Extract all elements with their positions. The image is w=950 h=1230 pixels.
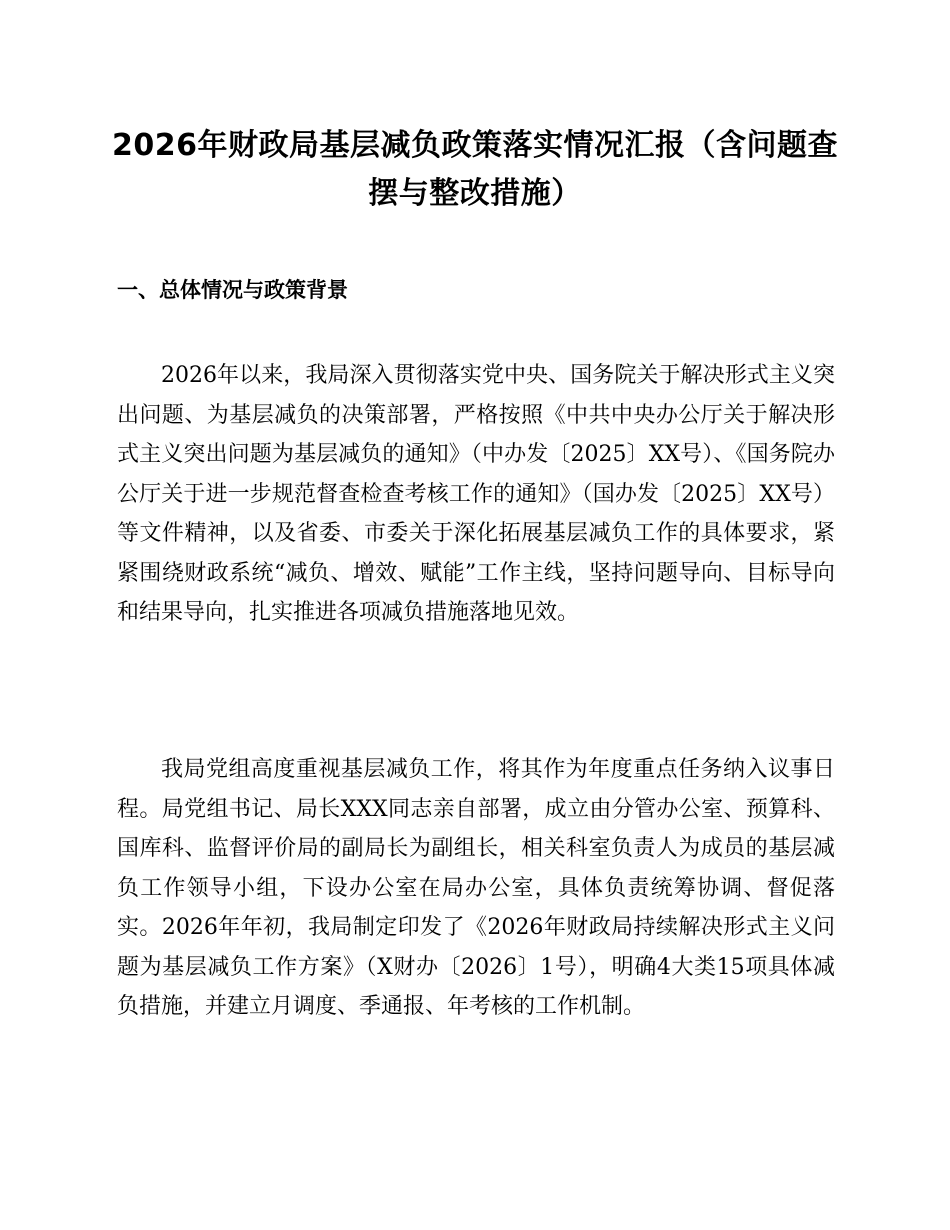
body-paragraph-1: 2026年以来，我局深入贯彻落实党中央、国务院关于解决形式主义突出问题、为基层减负的决策部署，严格按照《中共中央办公厅关于解决形式主义突出问题为基层减负的通知》（中办发〔2025〕XX号）、《国务院办公厅关于进一步规范督查检查考核工作的通知》（国办发〔2025〕XX号）等文件精神，以及省委、市委关于深化拓展基层减负工作的具体要求，紧紧围绕财政系统“减负、增效、赋能”工作主线，坚持问题导向、目标导向和结果导向，扎实推进各项减负措施落地见效。 xyxy=(117,363,835,625)
body-paragraph-2: 我局党组高度重视基层减负工作，将其作为年度重点任务纳入议事日程。局党组书记、局长XXX同志亲自部署，成立由分管办公室、预算科、国库科、监督评价局的副局长为副组长，相关科室负责人为成员的基层减负工作领导小组，下设办公室在局办公室，具体负责统筹协调、督促落实。2026年年初，我局制定印发了《2026年财政局持续解决形式主义问题为基层减负工作方案》（X财办〔2026〕1号），明确4大类15项具体减负措施，并建立月调度、季通报、年考核的工作机制。 xyxy=(117,757,835,1019)
section-heading: 一、总体情况与政策背景 xyxy=(117,278,348,302)
document-title: 2026年财政局基层减负政策落实情况汇报（含问题查摆与整改措施） xyxy=(112,128,838,211)
